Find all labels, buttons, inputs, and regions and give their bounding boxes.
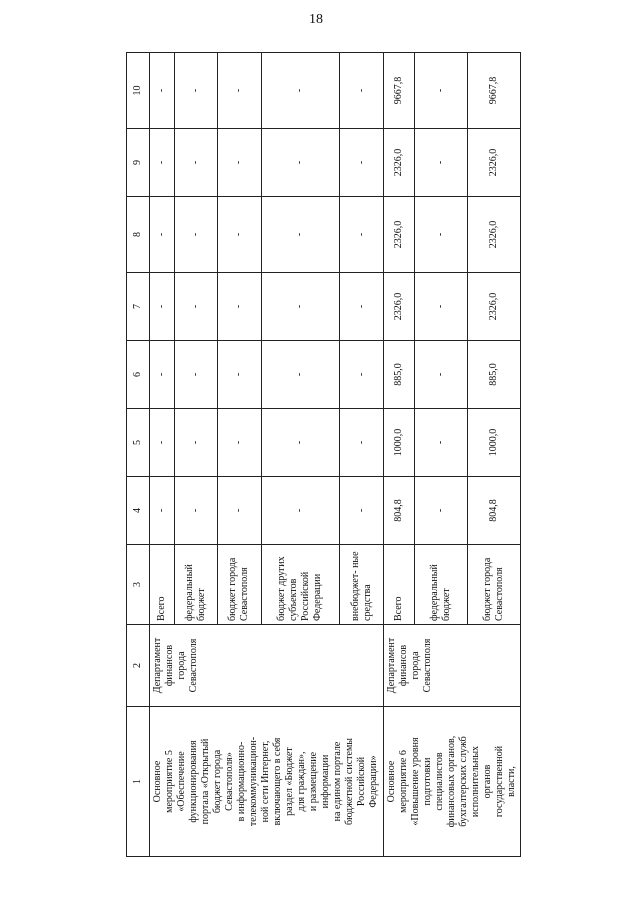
col-header: 3	[127, 545, 150, 625]
event6-name-line: специалистов	[433, 752, 445, 811]
value-cell: -	[175, 477, 218, 545]
value-cell: -	[261, 129, 340, 197]
value-cell: -	[175, 197, 218, 273]
value-cell: -	[261, 409, 340, 477]
event6-name-line: «Повышение уровня	[409, 737, 421, 826]
value-cell: -	[340, 53, 383, 129]
event5-name-line: раздел «Бюджет	[284, 747, 296, 816]
value-cell: -	[150, 477, 175, 545]
event5-name-line: мероприятие 5	[164, 750, 176, 813]
executor-line: финансов	[397, 644, 409, 687]
value-cell: -	[175, 341, 218, 409]
table-sheet	[126, 53, 521, 857]
value-cell: -	[340, 477, 383, 545]
value-cell: -	[261, 341, 340, 409]
executor-line: Департамент	[385, 637, 397, 694]
event5-name-line: Основное	[152, 760, 164, 803]
value-cell: -	[175, 409, 218, 477]
event5-name-line: функционирования	[188, 740, 200, 823]
event6-name-line: Основное	[385, 760, 397, 803]
event5-name-line: и размещение	[308, 751, 320, 812]
value-cell: -	[414, 197, 467, 273]
value-cell: -	[150, 273, 175, 341]
value-cell: -	[218, 409, 261, 477]
source-cell: бюджет других субъектов Российской Федерации	[261, 545, 340, 625]
value-cell: -	[218, 197, 261, 273]
col-header: 8	[127, 197, 150, 273]
value-cell: -	[340, 341, 383, 409]
value-cell: -	[340, 197, 383, 273]
value-cell: -	[218, 477, 261, 545]
event5-name-line: телекоммуникацион-	[248, 736, 260, 827]
source-cell: Всего	[383, 545, 414, 625]
value-cell: -	[218, 129, 261, 197]
col-header: 5	[127, 409, 150, 477]
col-header: 9	[127, 129, 150, 197]
event5-name-line: «Обеспечение	[176, 751, 188, 812]
col-header: 1	[127, 707, 150, 857]
event5-name-line: портала «Открытый	[200, 738, 212, 825]
value-cell: 2326,0	[383, 197, 414, 273]
col-header: 10	[127, 53, 150, 129]
event5-name-line: Севастополя»	[224, 752, 236, 811]
source-cell: федеральный бюджет	[414, 545, 467, 625]
value-cell: -	[218, 53, 261, 129]
col-header: 6	[127, 341, 150, 409]
value-cell: -	[150, 53, 175, 129]
event5-name-line: в информационно-	[236, 741, 248, 822]
event6-name-line: бухгалтерских служб	[457, 736, 469, 827]
value-cell: -	[261, 53, 340, 129]
value-cell: 885,0	[383, 341, 414, 409]
value-cell: -	[150, 197, 175, 273]
event5-executor-cell	[150, 625, 384, 707]
value-cell: 2326,0	[467, 197, 520, 273]
event5-name-line: на едином портале	[332, 741, 344, 822]
funding-table	[126, 52, 521, 857]
value-cell: -	[261, 273, 340, 341]
col-header: 2	[127, 625, 150, 707]
event5-name-line: ной сети Интернет,	[260, 740, 272, 823]
value-cell: -	[150, 409, 175, 477]
source-cell: федеральный бюджет	[175, 545, 218, 625]
event6-name-line: органов	[481, 764, 493, 799]
event6-name-line: финансовых органов,	[445, 735, 457, 828]
event5-name-line: для граждан»,	[296, 751, 308, 812]
event6-name-cell	[383, 707, 520, 857]
value-cell: -	[414, 53, 467, 129]
value-cell: 9667,8	[467, 53, 520, 129]
value-cell: -	[175, 273, 218, 341]
column-number-row	[127, 53, 150, 857]
event5-name-line: включающего в себя	[272, 737, 284, 826]
event6-name-line: исполнительных	[469, 745, 481, 818]
event6-executor-cell	[383, 625, 520, 707]
executor-line: Севастополя	[421, 638, 433, 693]
source-cell: Всего	[150, 545, 175, 625]
value-cell: 804,8	[383, 477, 414, 545]
value-cell: -	[175, 53, 218, 129]
source-cell: бюджет города Севастополя	[467, 545, 520, 625]
value-cell: 2326,0	[467, 273, 520, 341]
value-cell: -	[175, 129, 218, 197]
value-cell: -	[150, 341, 175, 409]
table-row	[150, 53, 175, 857]
event5-name-line: Федерации»	[368, 755, 380, 808]
event6-name-line: власти,	[505, 766, 517, 797]
event5-name-cell	[150, 707, 384, 857]
value-cell: -	[340, 129, 383, 197]
rotated-table-frame	[126, 53, 521, 857]
value-cell: 804,8	[467, 477, 520, 545]
value-cell: 2326,0	[467, 129, 520, 197]
executor-line: Севастополя	[188, 638, 199, 693]
event6-name-line: подготовки	[421, 757, 433, 806]
value-cell: 2326,0	[383, 129, 414, 197]
value-cell: -	[414, 409, 467, 477]
executor-line: города	[176, 651, 187, 680]
event5-name-line: бюджетной системы	[344, 738, 356, 826]
col-header: 4	[127, 477, 150, 545]
executor-line: Департамент	[152, 637, 163, 694]
value-cell: -	[261, 477, 340, 545]
value-cell: -	[414, 273, 467, 341]
value-cell: -	[218, 273, 261, 341]
value-cell: 885,0	[467, 341, 520, 409]
event6-name-line: мероприятие 6	[397, 750, 409, 813]
value-cell: -	[340, 273, 383, 341]
value-cell: 1000,0	[467, 409, 520, 477]
page-number: 18	[309, 12, 323, 27]
table-row	[383, 53, 414, 857]
value-cell: -	[150, 129, 175, 197]
source-cell: бюджет города Севастополя	[218, 545, 261, 625]
event5-name-line: бюджет города	[212, 749, 224, 814]
value-cell: -	[261, 197, 340, 273]
value-cell: -	[340, 409, 383, 477]
value-cell: -	[414, 477, 467, 545]
value-cell: -	[218, 341, 261, 409]
value-cell: -	[414, 341, 467, 409]
value-cell: -	[414, 129, 467, 197]
event5-name-line: информации	[320, 754, 332, 809]
executor-line: финансов	[164, 644, 175, 687]
col-header: 7	[127, 273, 150, 341]
source-cell: внебюджет- ные средства	[340, 545, 383, 625]
event5-name-line: Российской	[356, 756, 368, 807]
value-cell: 1000,0	[383, 409, 414, 477]
value-cell: 2326,0	[383, 273, 414, 341]
value-cell: 9667,8	[383, 53, 414, 129]
executor-line: города	[409, 651, 421, 680]
event6-name-line: государственной	[493, 745, 505, 818]
